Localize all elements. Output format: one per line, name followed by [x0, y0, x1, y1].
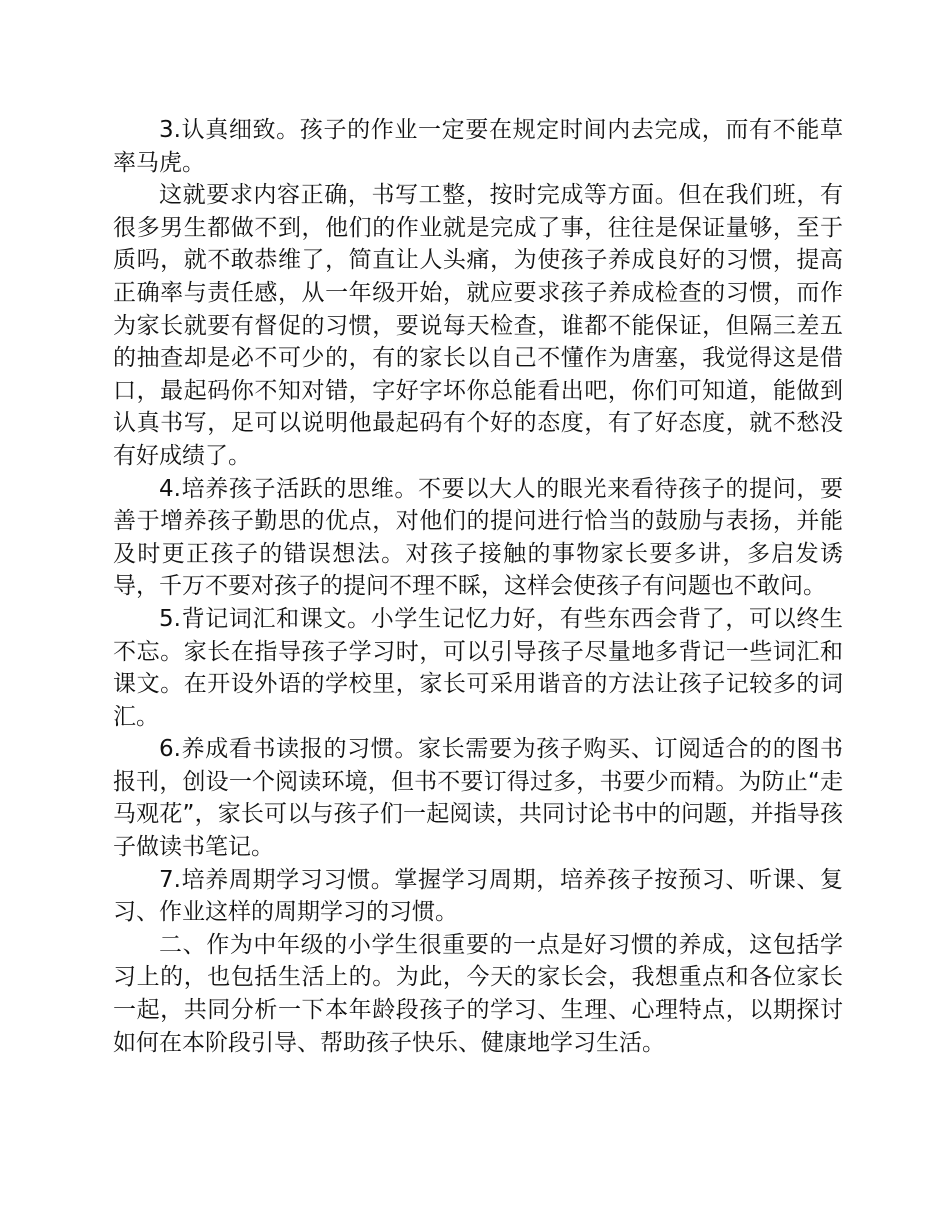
paragraph-item-3-careful: 3.认真细致。孩子的作业一定要在规定时间内去完成，而有不能草率马虎。	[113, 117, 843, 176]
paragraph-item-4-active-thinking: 4.培养孩子活跃的思维。不要以大人的眼光来看待孩子的提问，要善于增养孩子勤思的优点，对他们的提问进行恰当的鼓励与表扬，并能及时更正孩子的错误想法。对孩子接触的事物家长要多讲，多启发诱导，千万不要对孩子的提问不理不睬，这样会使孩子有问题也不敢问。	[113, 475, 843, 600]
paragraph-item-6-reading-habit: 6.养成看书读报的习惯。家长需要为孩子购买、订阅适合的的图书报刊，创设一个阅读环境，但书不要订得过多，书要少而精。为防止“走马观花”，家长可以与孩子们一起阅读，共同讨论书中的问题，并指导孩子做读书笔记。	[113, 736, 843, 861]
paragraph-section-two: 二、作为中年级的小学生很重要的一点是好习惯的养成，这包括学习上的，也包括生活上的。为此，今天的家长会，我想重点和各位家长一起，共同分析一下本年龄段孩子的学习、生理、心理特点，以期探讨如何在本阶段引导、帮助孩子快乐、健康地学习生活。	[113, 931, 843, 1056]
paragraph-item-5-memorize: 5.背记词汇和课文。小学生记忆力好，有些东西会背了，可以终生不忘。家长在指导孩子学习时，可以引导孩子尽量地多背记一些词汇和课文。在开设外语的学校里，家长可采用谐音的方法让孩子记较多的词汇。	[113, 605, 843, 730]
paragraph-homework-requirements: 这就要求内容正确，书写工整，按时完成等方面。但在我们班，有很多男生都做不到，他们的作业就是完成了事，往往是保证量够，至于质吗，就不敢恭维了，简直让人头痛，为使孩子养成良好的习惯，提高正确率与责任感，从一年级开始，就应要求孩子养成检查的习惯，而作为家长就要有督促的习惯，要说每天检查，谁都不能保证，但隔三差五的抽查却是必不可少的，有的家长以自己不懂作为唐塞，我觉得这是借口，最起码你不知对错，字好字坏你总能看出吧，你们可知道，能做到认真书写，足可以说明他最起码有个好的态度，有了好态度，就不愁没有好成绩了。	[113, 182, 843, 469]
paragraph-item-7-study-cycle: 7.培养周期学习习惯。掌握学习周期，培养孩子按预习、听课、复习、作业这样的周期学习的习惯。	[113, 866, 843, 926]
document-body	[113, 114, 843, 1059]
